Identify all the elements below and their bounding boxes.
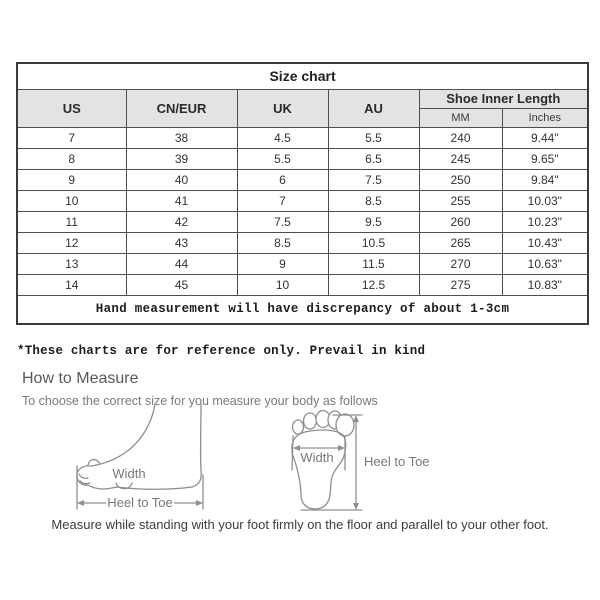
table-cell: 7 <box>17 127 126 148</box>
foot-toe-crease-1 <box>79 474 88 478</box>
column-header-inches: Inches <box>502 108 588 127</box>
table-cell: 10.43" <box>502 232 588 253</box>
table-cell: 10 <box>17 190 126 211</box>
table-footer-note: Hand measurement will have discrepancy of about 1-3cm <box>17 295 588 324</box>
column-header-us: US <box>17 89 126 127</box>
footprint-top-view-diagram <box>283 398 438 518</box>
table-cell: 9.65" <box>502 148 588 169</box>
table-cell: 10 <box>237 274 328 295</box>
table-cell: 13 <box>17 253 126 274</box>
how-to-measure-subheading: To choose the correct size for you measure your body as follows <box>22 394 378 408</box>
table-row <box>17 190 588 211</box>
column-header-au: AU <box>328 89 419 127</box>
table-cell: 7.5 <box>237 211 328 232</box>
table-cell: 240 <box>419 127 502 148</box>
arrowhead-left-icon <box>77 500 84 506</box>
size-table-body <box>17 127 588 295</box>
table-title: Size chart <box>17 63 588 89</box>
table-cell: 5.5 <box>237 148 328 169</box>
table-cell: 41 <box>126 190 237 211</box>
table-cell: 250 <box>419 169 502 190</box>
table-cell: 11.5 <box>328 253 419 274</box>
table-row <box>17 148 588 169</box>
footprint-toe-5 <box>293 420 304 434</box>
side-heel-to-toe-label: Heel to Toe <box>107 495 173 510</box>
table-cell: 10.23" <box>502 211 588 232</box>
table-cell: 5.5 <box>328 127 419 148</box>
table-cell: 270 <box>419 253 502 274</box>
foot-instep-line <box>92 404 155 466</box>
arrowhead-down-icon <box>353 503 359 510</box>
table-cell: 44 <box>126 253 237 274</box>
footprint-width-label: Width <box>300 450 334 465</box>
foot-heel-curve <box>192 470 201 487</box>
footprint-outline <box>292 430 346 509</box>
table-cell: 43 <box>126 232 237 253</box>
table-cell: 9.84" <box>502 169 588 190</box>
column-header-shoe-inner-length: Shoe Inner Length <box>419 89 588 108</box>
size-chart-section <box>16 62 587 325</box>
table-row <box>17 127 588 148</box>
arrowhead-right-icon <box>196 500 203 506</box>
table-cell: 42 <box>126 211 237 232</box>
column-header-mm: MM <box>419 108 502 127</box>
foot-sole-line <box>88 485 192 489</box>
table-cell: 6 <box>237 169 328 190</box>
table-cell: 40 <box>126 169 237 190</box>
table-cell: 4.5 <box>237 127 328 148</box>
column-header-cneur: CN/EUR <box>126 89 237 127</box>
table-cell: 10.83" <box>502 274 588 295</box>
table-cell: 12.5 <box>328 274 419 295</box>
width-guide-left <box>292 436 293 470</box>
reference-note: *These charts are for reference only. Prevail in kind <box>17 344 426 358</box>
table-cell: 9 <box>17 169 126 190</box>
table-row <box>17 253 588 274</box>
footprint-heel-to-toe-label: Heel to Toe <box>364 454 430 469</box>
table-cell: 10.5 <box>328 232 419 253</box>
table-cell: 275 <box>419 274 502 295</box>
arrowhead-left-icon <box>293 445 300 451</box>
arrowhead-right-icon <box>338 445 345 451</box>
table-cell: 9.44" <box>502 127 588 148</box>
table-row <box>17 232 588 253</box>
measure-caption: Measure while standing with your foot firmly on the floor and parallel to your other foot. <box>51 517 549 532</box>
footprint-toe-4 <box>304 413 317 429</box>
table-row <box>17 169 588 190</box>
table-cell: 9 <box>237 253 328 274</box>
table-cell: 14 <box>17 274 126 295</box>
table-cell: 12 <box>17 232 126 253</box>
column-header-uk: UK <box>237 89 328 127</box>
how-to-measure-heading: How to Measure <box>22 370 139 387</box>
table-cell: 7.5 <box>328 169 419 190</box>
table-cell: 265 <box>419 232 502 253</box>
table-cell: 255 <box>419 190 502 211</box>
table-cell: 38 <box>126 127 237 148</box>
table-cell: 260 <box>419 211 502 232</box>
table-row <box>17 211 588 232</box>
table-cell: 8.5 <box>328 190 419 211</box>
table-cell: 10.63" <box>502 253 588 274</box>
table-cell: 6.5 <box>328 148 419 169</box>
table-cell: 9.5 <box>328 211 419 232</box>
table-cell: 39 <box>126 148 237 169</box>
size-chart-table <box>16 62 589 325</box>
table-cell: 45 <box>126 274 237 295</box>
table-cell: 245 <box>419 148 502 169</box>
table-cell: 8 <box>17 148 126 169</box>
foot-side-view-diagram <box>70 402 210 514</box>
table-cell: 8.5 <box>237 232 328 253</box>
table-cell: 10.03" <box>502 190 588 211</box>
table-cell: 7 <box>237 190 328 211</box>
table-cell: 11 <box>17 211 126 232</box>
side-width-label: Width <box>112 466 146 481</box>
arrowhead-up-icon <box>353 415 359 422</box>
table-row <box>17 274 588 295</box>
